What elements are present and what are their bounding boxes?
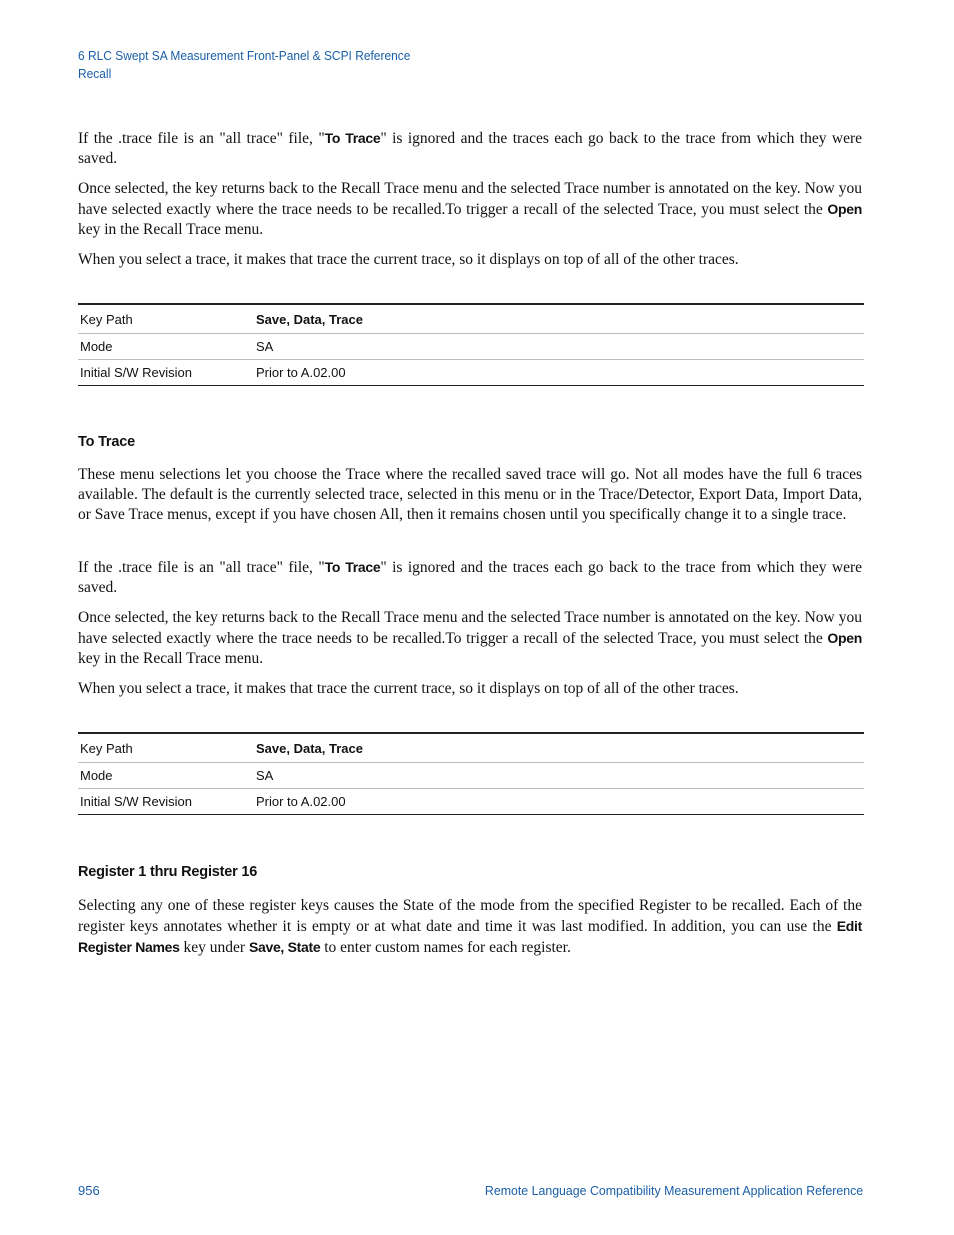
chapter-title: 6 RLC Swept SA Measurement Front-Panel & SCPI Reference — [78, 48, 411, 63]
paragraph-register-description — [78, 896, 862, 958]
row-value — [254, 304, 864, 334]
text-run: If the .trace file is an "all trace" file, " — [78, 559, 325, 576]
table-row — [78, 334, 864, 360]
table-row — [78, 733, 864, 763]
text-run: If the .trace file is an "all trace" file, " — [78, 130, 325, 147]
paragraph-to-trace-intro: These menu selections let you choose the Trace where the recalled saved trace will go. Not all modes have the full 6 traces available. The default is the currently selected trace, selected in this menu or in the Trace/Detector, Export Data, Import Data, or Save Trace menus, except if you have chosen All, then it remains chosen until you specifically change it to a single trace. — [78, 466, 862, 523]
text-run: key in the Recall Trace menu. — [78, 650, 264, 667]
book-title: Remote Language Compatibility Measurement Application Reference — [484, 1183, 863, 1198]
section-heading-register: Register 1 thru Register 16 — [78, 864, 258, 880]
key-name-to-trace: To Trace — [324, 130, 381, 146]
table-row — [78, 304, 864, 334]
table-row — [78, 763, 864, 789]
table-row — [78, 360, 864, 386]
key-path-value: Save, Data, Trace — [256, 311, 363, 327]
paragraph-all-trace-note — [78, 128, 862, 169]
paragraph-current-trace-note: When you select a trace, it makes that trace the current trace, so it displays on top of all of the other traces. — [78, 680, 739, 697]
paragraph-all-trace-note — [78, 557, 862, 598]
text-run: Once selected, the key returns back to the Recall Trace menu and the selected Trace number is annotated on the key. Now you have selected exactly where the trace needs to be recalled.To trigger a recall of the selected Trace, you must select the — [78, 180, 862, 218]
row-label: Key Path — [78, 304, 254, 334]
row-value: Prior to A.02.00 — [254, 789, 864, 815]
row-label: Initial S/W Revision — [78, 360, 254, 386]
section-heading-to-trace: To Trace — [78, 434, 135, 450]
text-run: " is ignored and the traces each go back to the trace from which they were saved. — [78, 130, 863, 167]
key-name-edit-register-names: Edit Register Names — [78, 918, 862, 955]
key-name-open: Open — [827, 201, 862, 217]
text-run: Once selected, the key returns back to the Recall Trace menu and the selected Trace number is annotated on the key. Now you have selected exactly where the trace needs to be recalled.To trigger a recall of the selected Trace, you must select the — [78, 609, 862, 647]
text-run: key under — [179, 939, 249, 956]
key-name-save-state: Save, State — [248, 939, 321, 955]
row-value: SA — [254, 763, 864, 789]
running-header — [78, 47, 410, 83]
row-value: Prior to A.02.00 — [254, 360, 864, 386]
page-number: 956 — [78, 1183, 100, 1198]
section-title: Recall — [78, 66, 112, 81]
key-path-value: Save, Data, Trace — [256, 740, 363, 756]
paragraph-selection-note — [78, 179, 862, 240]
table-row — [78, 789, 864, 815]
key-name-open: Open — [827, 630, 862, 646]
key-path-table — [78, 303, 864, 386]
row-label: Mode — [78, 763, 254, 789]
text-run: key in the Recall Trace menu. — [78, 221, 264, 238]
paragraph-selection-note — [78, 608, 862, 669]
row-label: Mode — [78, 334, 254, 360]
row-label: Initial S/W Revision — [78, 789, 254, 815]
key-name-to-trace: To Trace — [324, 559, 381, 575]
paragraph-current-trace-note: When you select a trace, it makes that trace the current trace, so it displays on top of all of the other traces. — [78, 251, 739, 268]
row-value — [254, 733, 864, 763]
text-run: to enter custom names for each register. — [320, 939, 571, 956]
key-path-table — [78, 732, 864, 815]
row-label: Key Path — [78, 733, 254, 763]
text-run: Selecting any one of these register keys causes the State of the mode from the specified Register to be recalled. Each of the register keys annotates whether it is empty or at what date and time it was last modified. In addition, you can use the — [78, 897, 862, 935]
text-run: " is ignored and the traces each go back to the trace from which they were saved. — [78, 559, 863, 596]
row-value: SA — [254, 334, 864, 360]
